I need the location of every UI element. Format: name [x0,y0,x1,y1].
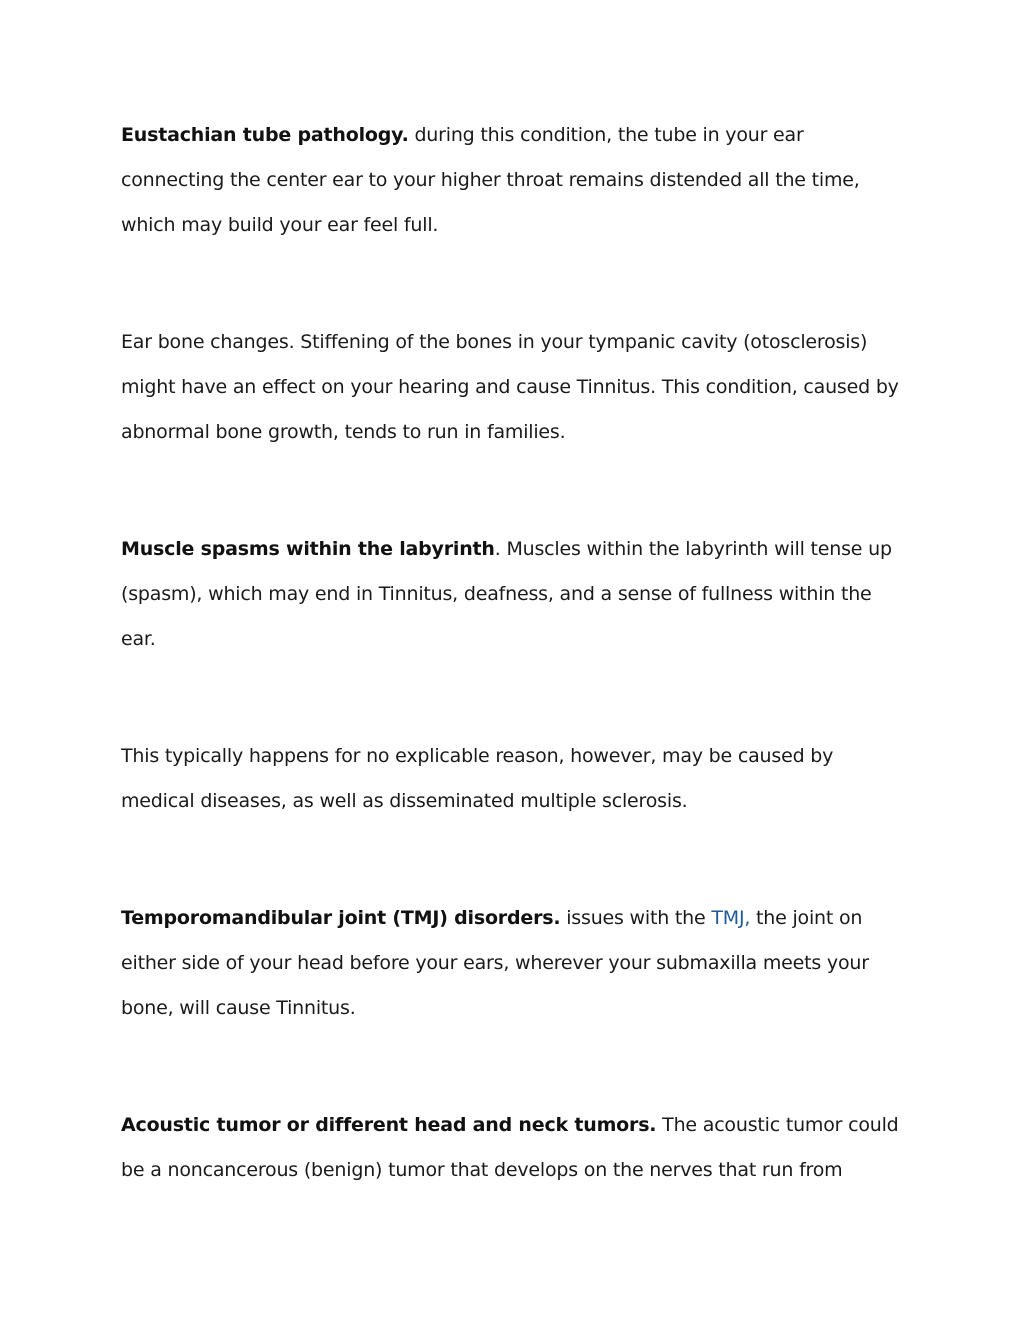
paragraph-heading-suffix: disorders. [447,907,561,929]
paragraph-eustachian-tube [121,113,911,248]
paragraph-body: . Muscles within the labyrinth will tense up (spasm), which may end in Tinnitus, deafness, and a sense of fullness within the ear. [121,538,892,650]
paragraph-body: during this condition, the tube in your ear connecting the center ear to your higher throat remains distended all the time, which may build your ear feel full. [121,124,860,236]
tmj-bold-link[interactable]: (TMJ) [392,907,448,929]
paragraph-muscle-spasms [121,527,911,662]
paragraph-heading: Muscle spasms within the labyrinth [121,538,495,560]
tmj-link[interactable]: TMJ, [711,907,751,929]
paragraph-heading-prefix: Temporomandibular joint [121,907,393,929]
paragraph-acoustic-tumor [121,1103,911,1193]
paragraph-heading: Acoustic tumor or different head and neck tumors. [121,1114,657,1136]
paragraph-unexplained-cause [121,734,911,824]
paragraph-body: This typically happens for no explicable reason, however, may be caused by medical diseases, as well as disseminated multiple sclerosis. [121,745,834,812]
paragraph-heading: Eustachian tube pathology. [121,124,409,146]
paragraph-body: The acoustic tumor could be a noncancerous (benign) tumor that develops on the nerves that run from [121,1114,899,1181]
paragraph-tmj-disorders [121,896,911,1031]
paragraph-body-before-link: issues with the [560,907,712,929]
paragraph-ear-bone-changes [121,320,911,455]
document-page [121,113,911,1265]
paragraph-body-after-link: the joint on either side of your head before your ears, wherever your submaxilla meets your bone, will cause Tinnitus. [121,907,869,1019]
paragraph-body: Ear bone changes. Stiffening of the bones in your tympanic cavity (otosclerosis) might have an effect on your hearing and cause Tinnitus. This condition, caused by abnormal bone growth, tends to run in families. [121,331,899,443]
